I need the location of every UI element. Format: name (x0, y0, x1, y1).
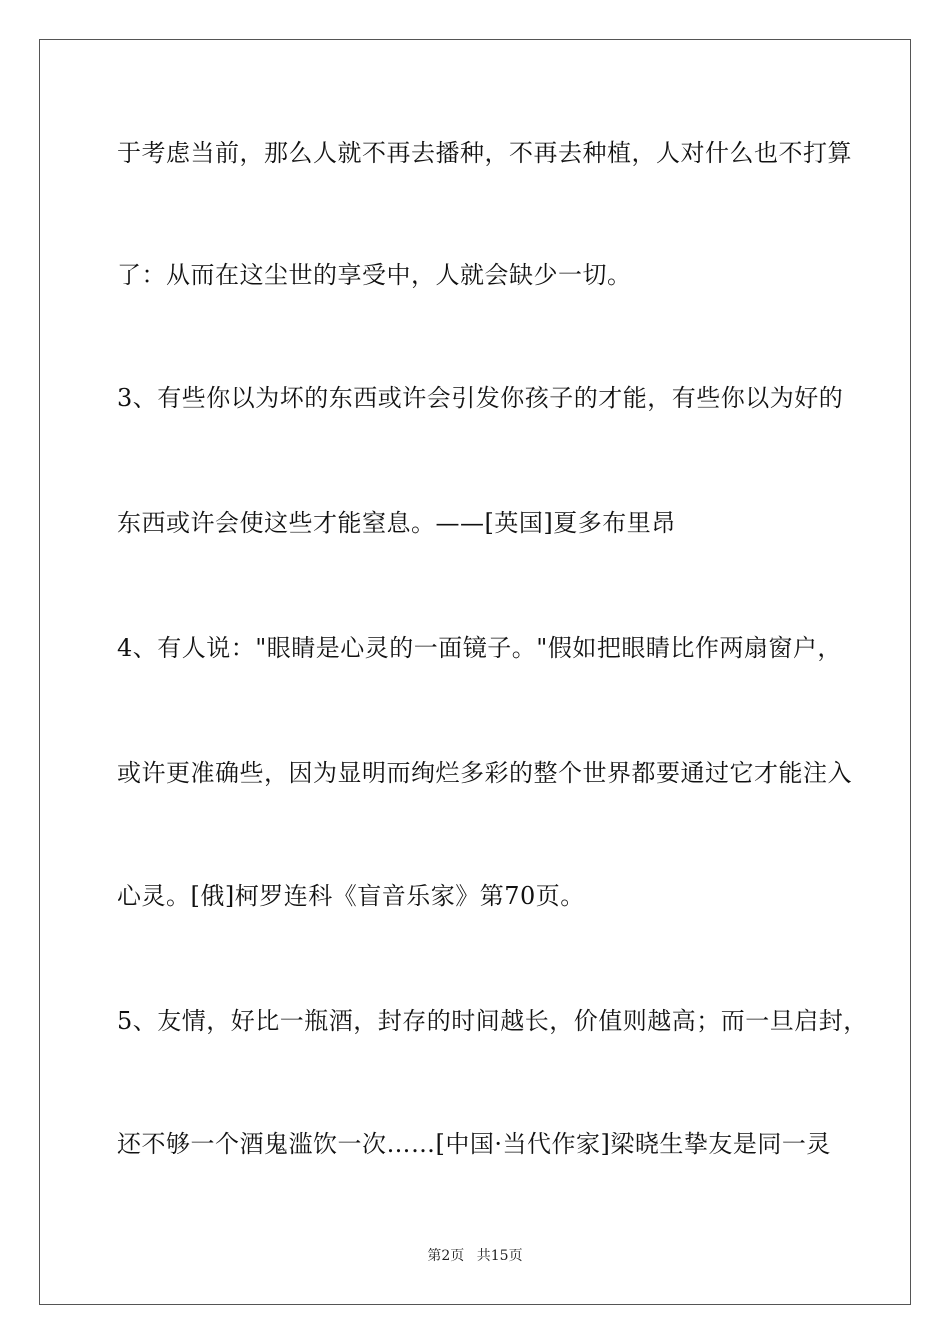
text-line: 或许更准确些，因为显明而绚烂多彩的整个世界都要通过它才能注入 (117, 759, 852, 787)
text-line: 东西或许会使这些才能窒息。——[英国]夏多布里昂 (117, 509, 676, 537)
text-line: 了：从而在这尘世的享受中，人就会缺少一切。 (117, 261, 632, 289)
text-line: 4、有人说："眼睛是心灵的一面镜子。"假如把眼睛比作两扇窗户， (117, 634, 842, 662)
page-border (39, 39, 911, 1305)
text-line: 3、有些你以为坏的东西或许会引发你孩子的才能，有些你以为好的 (117, 384, 844, 412)
page-total: 共15页 (476, 1248, 523, 1264)
page-footer (0, 1247, 950, 1265)
text-line: 心灵。[俄]柯罗连科《盲音乐家》第70页。 (117, 882, 585, 910)
text-line: 还不够一个酒鬼滥饮一次……[中国·当代作家]梁晓生挚友是同一灵 (117, 1130, 831, 1158)
text-line: 于考虑当前，那么人就不再去播种，不再去种植，人对什么也不打算 (117, 139, 852, 167)
text-line: 5、友情，好比一瓶酒，封存的时间越长，价值则越高；而一旦启封， (117, 1007, 868, 1035)
page-number: 第2页 (427, 1248, 465, 1264)
